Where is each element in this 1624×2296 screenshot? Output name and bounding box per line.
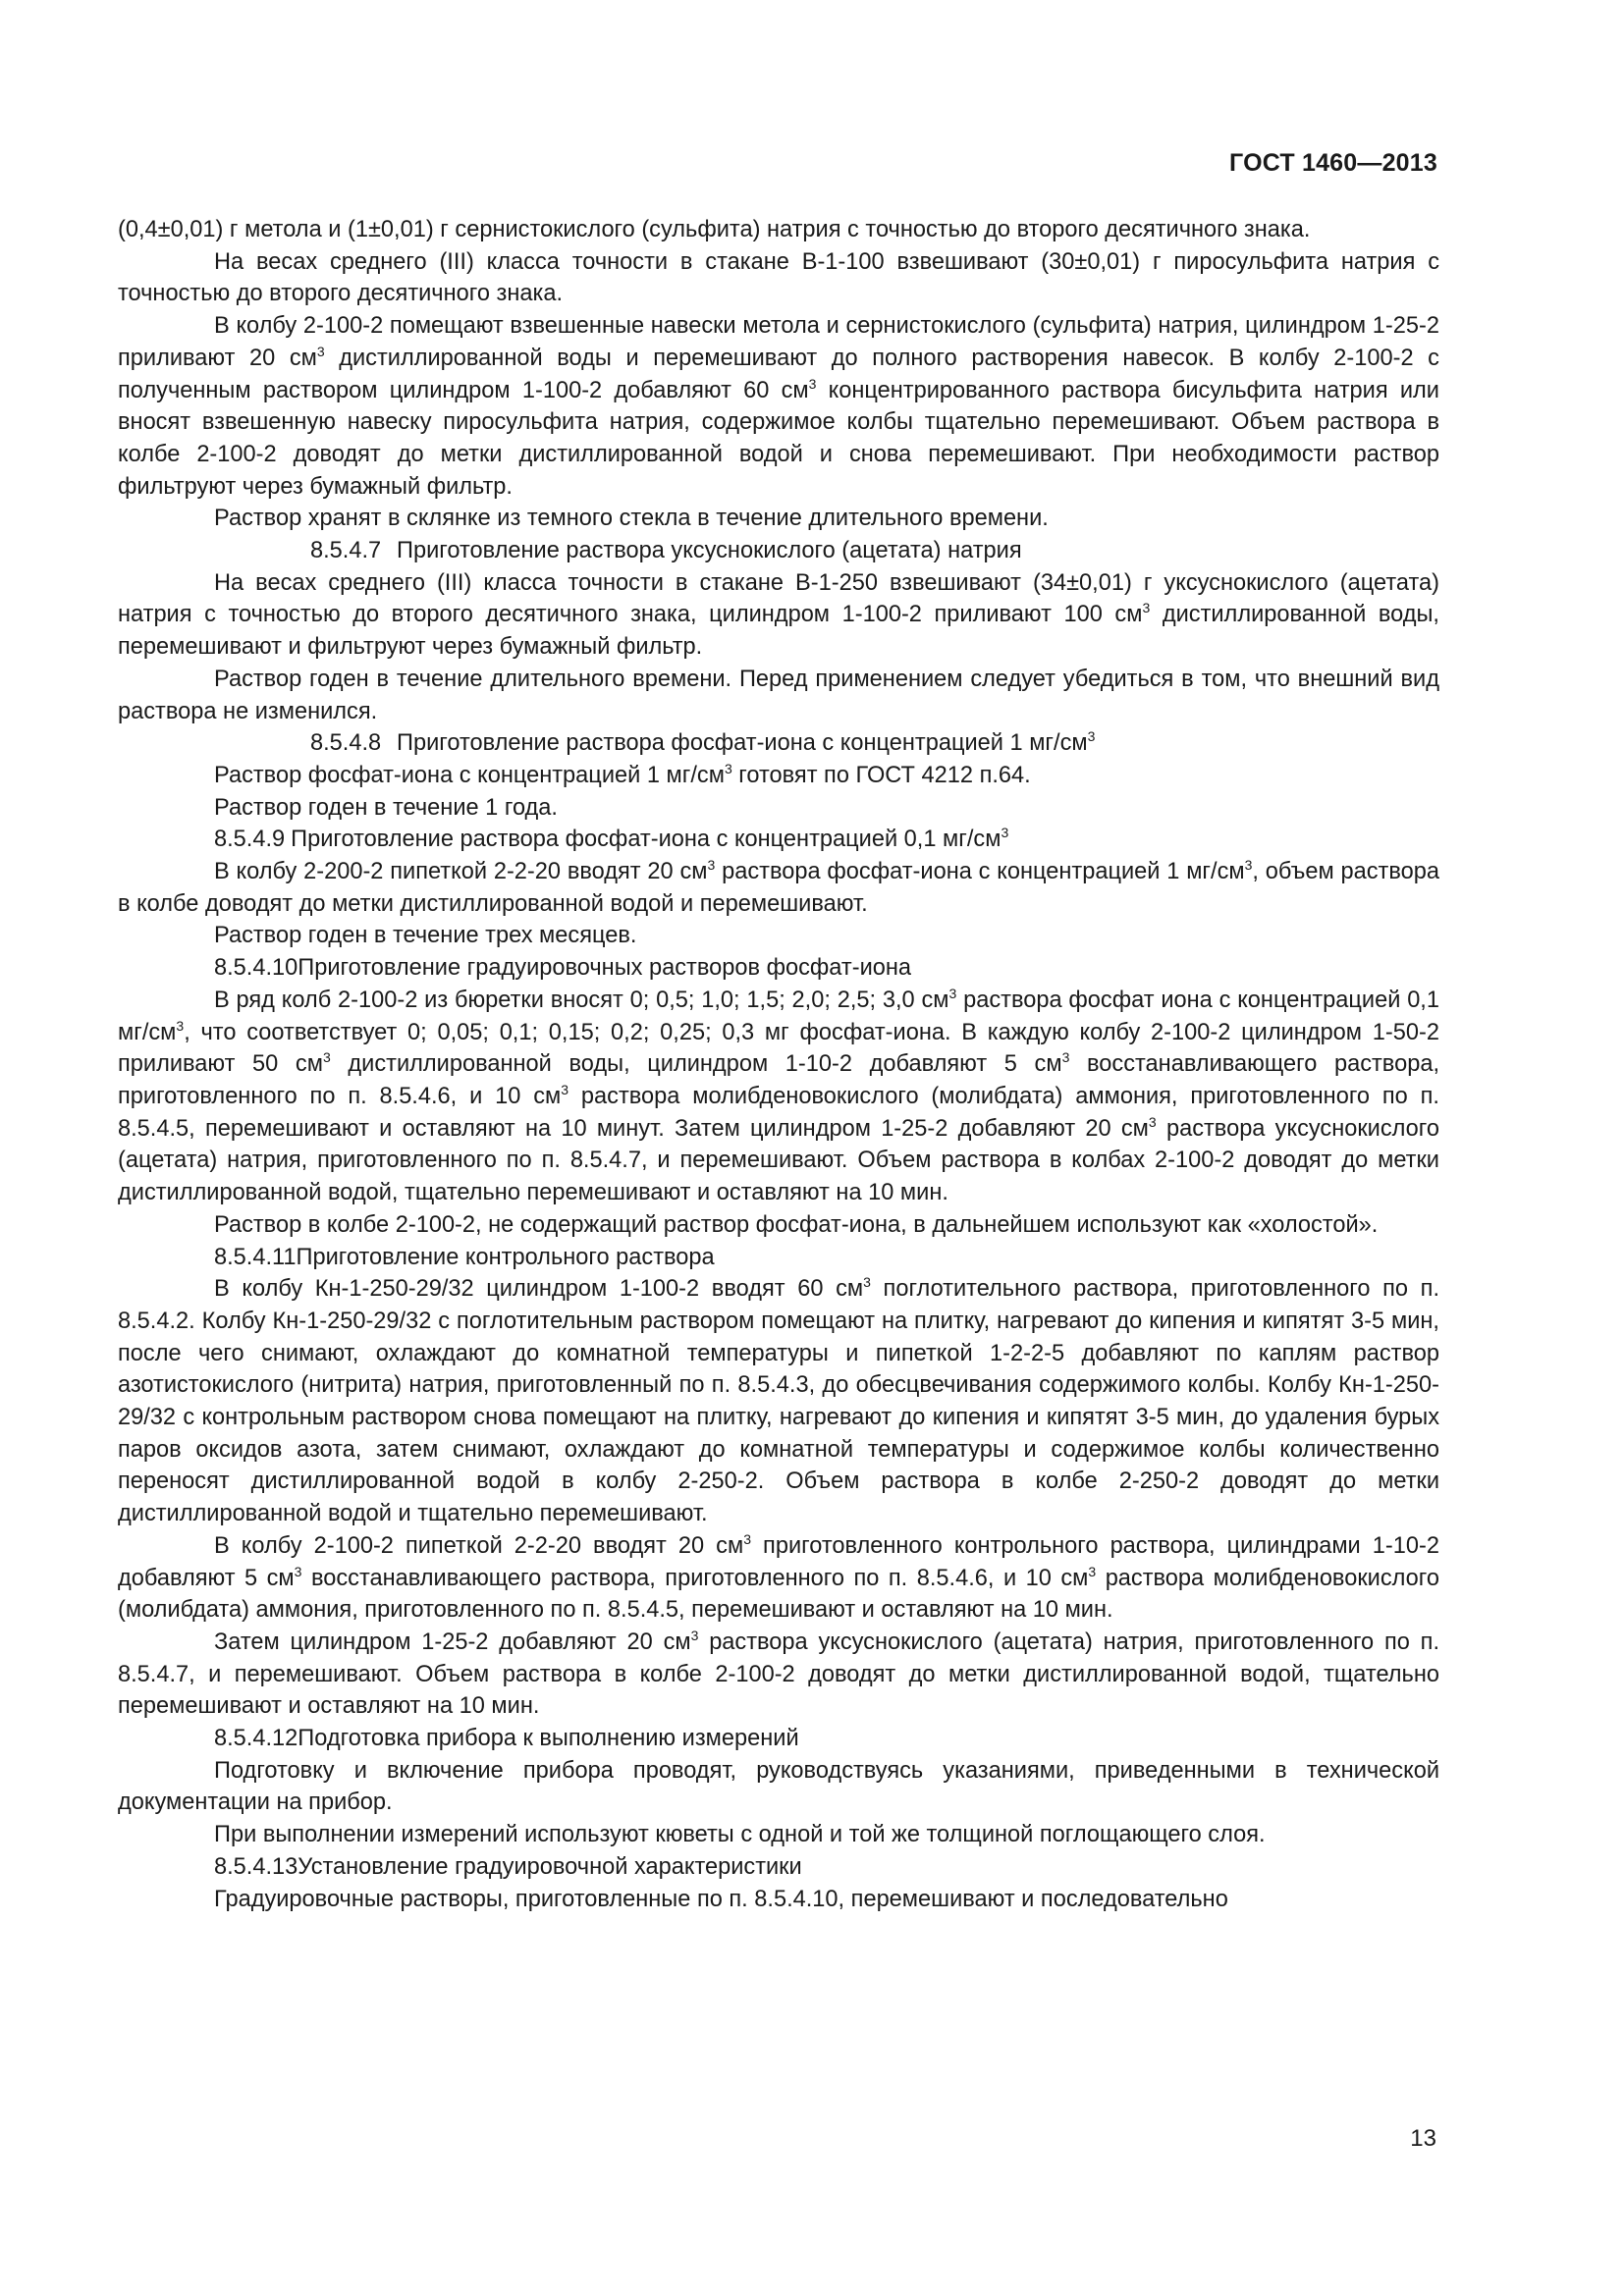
text-run: В колбу Кн-1-250-29/32 цилиндром 1-100-2 вводят 60 см xyxy=(214,1276,864,1303)
paragraph xyxy=(118,567,1439,664)
text-run: дистиллированной воды, цилиндром 1-10-2 добавляют 5 см xyxy=(330,1051,1062,1078)
superscript: 3 xyxy=(316,343,325,359)
paragraph: Раствор годен в течение 1 года. xyxy=(214,794,558,821)
superscript: 3 xyxy=(1148,1113,1157,1130)
section-number: 8.5.4.8 xyxy=(310,730,382,757)
paragraph: При выполнении измерений используют кюветы с одной и той же толщиной поглощающего слоя. xyxy=(214,1822,1266,1848)
text-run: В колбу 2-100-2 помещают взвешенные навески метола и сернистокислого (сульфита) натрия, цилиндром 1-25-2 приливают 20 см xyxy=(118,313,1439,371)
text-run: раствора уксуснокислого (ацетата) натрия, приготовленного по п. 8.5.4.7, и перемешивают. Объем раствора в колбах 2-100-2 доводят до метки дистиллированной водой, тщательно перемешивают и оставляют на 10 мин. xyxy=(118,1115,1440,1206)
text-run: Затем цилиндром 1-25-2 добавляют 20 см xyxy=(214,1629,691,1655)
superscript: 3 xyxy=(294,1563,302,1579)
section-title: Приготовление раствора уксуснокислого (ацетата) натрия xyxy=(397,538,1022,564)
text-run: , объем раствора в колбе доводят до метки дистиллированной водой и перемешивают. xyxy=(118,859,1439,917)
superscript: 3 xyxy=(1061,1049,1070,1066)
text-run: раствора фосфат-иона с концентрацией 1 мг/см xyxy=(715,859,1245,885)
paragraph xyxy=(118,760,1439,792)
text-run: В ряд колб 2-100-2 из бюретки вносят 0; 0,5; 1,0; 1,5; 2,0; 2,5; 3,0 см xyxy=(214,987,949,1013)
text-run: раствора уксуснокислого (ацетата) натрия, приготовленного по п. 8.5.4.7, и перемешивают. Объем раствора в колбе 2-100-2 доводят до метки дистиллированной водой, тщательно перемешивают и оставляют на 10 мин. xyxy=(118,1629,1440,1720)
section-title: Приготовление контрольного раствора xyxy=(296,1244,715,1270)
text-run: поглотительного раствора, приготовленного по п. 8.5.4.2. Колбу Кн-1-250-29/32 с поглотительным раствором помещают на плитку, нагревают до кипения и кипятят 3-5 мин, после чего снимают, охлаждают до комнатной температуры и пипеткой 1-2-2-5 добавляют по каплям раствор азотистокислого (нитрита) натрия, приготовленный по п. 8.5.4.3, до обесцвечивания содержимого колбы. Колбу Кн-1-250-29/32 с контрольным раствором снова помещают на плитку, нагревают до кипения и кипятят 3-5 мин, до удаления бурых паров оксидов азота, затем снимают, охлаждают до комнатной температуры и содержимое колбы количественно переносят дистиллированной водой в колбу 2-250-2. Объем раствора в колбе 2-250-2 доводят до метки дистиллированной водой и тщательно перемешивают. xyxy=(118,1276,1439,1527)
paragraph xyxy=(118,1530,1439,1627)
text-run: дистиллированной воды, перемешивают и фильтруют через бумажный фильтр. xyxy=(118,602,1439,661)
text-run: дистиллированной воды и перемешивают до полного растворения навесок. В колбу 2-100-2 с полученным раствором цилиндром 1-100-2 добавляют 60 см xyxy=(118,345,1439,403)
page-body xyxy=(118,214,1439,1915)
text-run: Раствор фосфат-иона с концентрацией 1 мг/см xyxy=(214,762,725,788)
section-title: Приготовление раствора фосфат-иона с концентрацией 1 мг/см xyxy=(397,730,1088,757)
paragraph xyxy=(118,985,1439,1209)
section-number: 8.5.4.10 xyxy=(214,955,298,982)
paragraph: Раствор в колбе 2-100-2, не содержащий раствор фосфат-иона, в дальнейшем используют как «холостой». xyxy=(214,1211,1379,1238)
section-heading xyxy=(118,952,1439,985)
section-title: Приготовление градуировочных растворов фосфат-иона xyxy=(298,955,912,982)
section-title: Установление градуировочной характеристики xyxy=(298,1853,802,1880)
superscript: 3 xyxy=(1088,1563,1097,1579)
paragraph: На весах среднего (III) класса точности в стакане В-1-100 взвешивают (30±0,01) г пиросульфита натрия с точностью до второго десятичного знака. xyxy=(118,248,1439,307)
superscript: 3 xyxy=(690,1627,699,1643)
paragraph: Подготовку и включение прибора проводят, руководствуясь указаниями, приведенными в технической документации на прибор. xyxy=(118,1757,1439,1816)
superscript: 3 xyxy=(561,1081,569,1097)
section-number: 8.5.4.12 xyxy=(214,1726,298,1752)
paragraph xyxy=(118,1627,1439,1723)
section-heading xyxy=(118,1851,1439,1884)
text-run: В колбу 2-100-2 пипеткой 2-2-20 вводят 20 см xyxy=(214,1532,744,1559)
superscript: 3 xyxy=(724,760,732,776)
standard-header: ГОСТ 1460—2013 xyxy=(1229,149,1437,177)
superscript: 3 xyxy=(1142,600,1151,616)
text-run: раствора фосфат иона с концентрацией 0,1 мг/см xyxy=(118,987,1439,1045)
paragraph: Раствор хранят в склянке из темного стекла в течение длительного времени. xyxy=(214,506,1049,532)
superscript: 3 xyxy=(707,857,716,874)
superscript: 3 xyxy=(1087,728,1096,745)
text-run: восстанавливающего раствора, приготовленного по п. 8.5.4.6, и 10 см xyxy=(118,1051,1439,1109)
text-run: концентрированного раствора бисульфита натрия или вносят взвешенную навеску пиросульфита натрия, содержимое колбы тщательно перемешивают. Объем раствора в колбе 2-100-2 доводят до метки дистиллированной водой и снова перемешивают. При необходимости раствор фильтруют через бумажный фильтр. xyxy=(118,377,1439,500)
section-number: 8.5.4.9 xyxy=(214,827,286,853)
text-run: раствора молибденовокислого (молибдата) аммония, приготовленного по п. 8.5.4.5, перемешивают и оставляют на 10 минут. Затем цилиндром 1-25-2 добавляют 20 см xyxy=(118,1083,1439,1142)
section-heading xyxy=(118,535,1439,567)
text-run: , что соответствует 0; 0,05; 0,1; 0,15; 0,2; 0,25; 0,3 мг фосфат-иона. В каждую колбу 2-100-2 цилиндром 1-50-2 приливают 50 см xyxy=(118,1019,1439,1078)
section-heading xyxy=(118,1242,1439,1274)
section-number: 8.5.4.13 xyxy=(214,1853,298,1880)
text-run: На весах среднего (III) класса точности в стакане В-1-250 взвешивают (34±0,01) г уксуснокислого (ацетата) натрия с точностью до второго десятичного знака, цилиндром 1-100-2 приливают 100 см xyxy=(118,569,1439,628)
paragraph: (0,4±0,01) г метола и (1±0,01) г сернистокислого (сульфита) натрия с точностью до второго десятичного знака. xyxy=(118,217,1311,242)
superscript: 3 xyxy=(1001,825,1009,841)
text-run: восстанавливающего раствора, приготовленного по п. 8.5.4.6, и 10 см xyxy=(301,1565,1089,1591)
paragraph xyxy=(118,856,1439,920)
paragraph xyxy=(118,1273,1439,1530)
superscript: 3 xyxy=(322,1049,331,1066)
section-title: Приготовление раствора фосфат-иона с концентрацией 0,1 мг/см xyxy=(291,827,1001,853)
superscript: 3 xyxy=(808,375,817,392)
text-run: раствора молибденовокислого (молибдата) аммония, приготовленного по п. 8.5.4.5, перемешивают и оставляют на 10 мин. xyxy=(118,1565,1439,1624)
section-number: 8.5.4.11 xyxy=(214,1244,297,1270)
paragraph xyxy=(118,310,1439,503)
text-run: приготовленного контрольного раствора, цилиндрами 1-10-2 добавляют 5 см xyxy=(118,1532,1439,1591)
text-run: В колбу 2-200-2 пипеткой 2-2-20 вводят 20 см xyxy=(214,859,708,885)
superscript: 3 xyxy=(1244,857,1253,874)
section-number: 8.5.4.7 xyxy=(310,538,382,564)
section-title: Подготовка прибора к выполнению измерений xyxy=(298,1726,799,1752)
superscript: 3 xyxy=(176,1017,185,1034)
section-heading xyxy=(118,824,1439,856)
paragraph: Градуировочные растворы, приготовленные по п. 8.5.4.10, перемешивают и последовательно xyxy=(214,1886,1228,1912)
superscript: 3 xyxy=(743,1530,751,1547)
superscript: 3 xyxy=(863,1274,871,1291)
superscript: 3 xyxy=(948,985,957,1001)
section-heading xyxy=(118,727,1439,760)
text-run: готовят по ГОСТ 4212 п.64. xyxy=(731,762,1031,788)
section-heading xyxy=(118,1723,1439,1755)
paragraph: Раствор годен в течение длительного времени. Перед применением следует убедиться в том, что внешний вид раствора не изменился. xyxy=(118,666,1439,724)
page-number: 13 xyxy=(1410,2125,1436,2152)
paragraph: Раствор годен в течение трех месяцев. xyxy=(214,923,637,949)
